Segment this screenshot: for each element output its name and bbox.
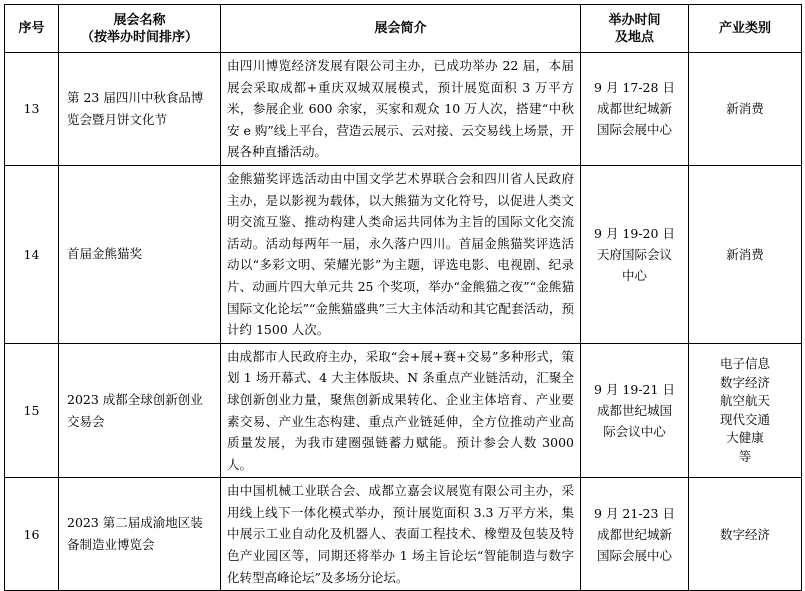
- row-category-item: 电子信息: [719, 356, 770, 371]
- row-time-venue-1: 成都世纪城国: [596, 403, 672, 418]
- row-time-venue-1: 成都世纪城新: [596, 101, 672, 117]
- row-category: [689, 165, 802, 343]
- row-category-item: 大健康: [726, 430, 764, 445]
- row-no: 15: [5, 343, 59, 478]
- row-time: [581, 53, 689, 166]
- row-desc: 由四川博览经济发展有限公司主办，已成功举办 22 届，本届展会采取成都+重庆双城双展模式，预计展览面积 3 万平方米，参展企业 600 余家，买家和观众 10 万人次，搭建“中秋安 e 购”线上平台，营造云展示、云对接、云交易线上场景，开展各种直播活动。: [221, 53, 581, 166]
- row-desc: 金熊猫奖评选活动由中国文学艺术界联合会和四川省人民政府主办，是以影视为载体，以大熊猫为文化符号，以促进人类文明交流互鉴、推动构建人类命运共同体为主旨的国际文化交流活动。活动每两年一届，永久落户四川。首届金熊猫奖评选活动以“多彩文明、荣耀光影”为主题，评选电影、电视剧、纪录片、动画片四大单元共 25 个奖项，举办“金熊猫之夜”“金熊猫国际文化论坛”“金熊猫盛典”三大主体活动和其它配套活动，预计约 1500 人次。: [221, 165, 581, 343]
- row-category-item: 现代交通: [719, 411, 770, 427]
- row-category: [689, 343, 802, 478]
- header-row: [5, 5, 802, 53]
- row-category: [689, 478, 802, 591]
- row-time-date: 9 月 17-28 日: [594, 80, 675, 96]
- table-row: [5, 343, 802, 478]
- row-time: [581, 343, 689, 478]
- row-category-item: 新消费: [726, 246, 764, 262]
- header-name: [59, 5, 221, 53]
- header-desc: 展会简介: [221, 5, 581, 53]
- row-time-date: 9 月 19-21 日: [594, 382, 675, 397]
- row-name: 2023 第二届成渝地区装备制造业博览会: [59, 478, 221, 591]
- row-time-date: 9 月 21-23 日: [594, 505, 675, 521]
- row-time: [581, 478, 689, 591]
- header-name-line2: （按举办时间排序）: [80, 29, 198, 45]
- header-no: 序号: [5, 5, 59, 53]
- row-name: 2023 成都全球创新创业交易会: [59, 343, 221, 478]
- row-time-venue-2: 国际会展中心: [596, 547, 672, 563]
- table-row: [5, 53, 802, 166]
- table-row: [5, 165, 802, 343]
- header-name-line1: 展会名称: [113, 12, 166, 28]
- row-time: [581, 165, 689, 343]
- row-no: 14: [5, 165, 59, 343]
- header-time-line2: 及地点: [614, 29, 654, 45]
- row-time-date: 9 月 19-20 日: [594, 225, 675, 241]
- row-category-item: 等: [738, 448, 752, 464]
- row-time-venue-2: 中心: [621, 267, 647, 283]
- row-time-venue-2: 国际会展中心: [596, 122, 672, 138]
- row-no: 16: [5, 478, 59, 591]
- row-name: 首届金熊猫奖: [59, 165, 221, 343]
- row-time-venue-1: 成都世纪城新: [596, 526, 672, 542]
- row-category: [689, 53, 802, 166]
- row-desc: 由成都市人民政府主办，采取“会+展+赛+交易”多种形式，策划 1 场开幕式、4 大主体版块、N 条重点产业链活动，汇聚全球创新创业力量，聚焦创新成果转化、企业主体培育、产业要素交易、产业生态构建、重点产业链延伸，全方位推动产业高质量发展，为我市建圈强链蓄力赋能。预计参会人数 3000 人。: [221, 343, 581, 478]
- row-name: 第 23 届四川中秋食品博览会暨月饼文化节: [59, 53, 221, 166]
- row-time-venue-1: 天府国际会议: [596, 246, 672, 262]
- row-category-item: 航空航天: [719, 393, 770, 408]
- row-desc: 由中国机械工业联合会、成都立嘉会议展览有限公司主办，采用线上线下一体化模式举办，预计展览面积 3.3 万平方米，集中展示工业自动化及机器人、表面工程技术、橡塑及包装及特色产业园区等，同期还将举办 1 场主旨论坛“智能制造与数字化转型高峰论坛”及多场分论坛。: [221, 478, 581, 591]
- row-no: 13: [5, 53, 59, 166]
- header-time: [581, 5, 689, 53]
- header-category: 产业类别: [689, 5, 802, 53]
- row-category-item: 数字经济: [719, 374, 770, 390]
- exhibition-table: [4, 4, 802, 591]
- row-category-item: 新消费: [726, 101, 764, 117]
- table-row: [5, 478, 802, 591]
- header-time-line1: 举办时间: [608, 12, 661, 28]
- row-time-venue-2: 际会议中心: [603, 424, 666, 439]
- row-category-item: 数字经济: [719, 526, 770, 542]
